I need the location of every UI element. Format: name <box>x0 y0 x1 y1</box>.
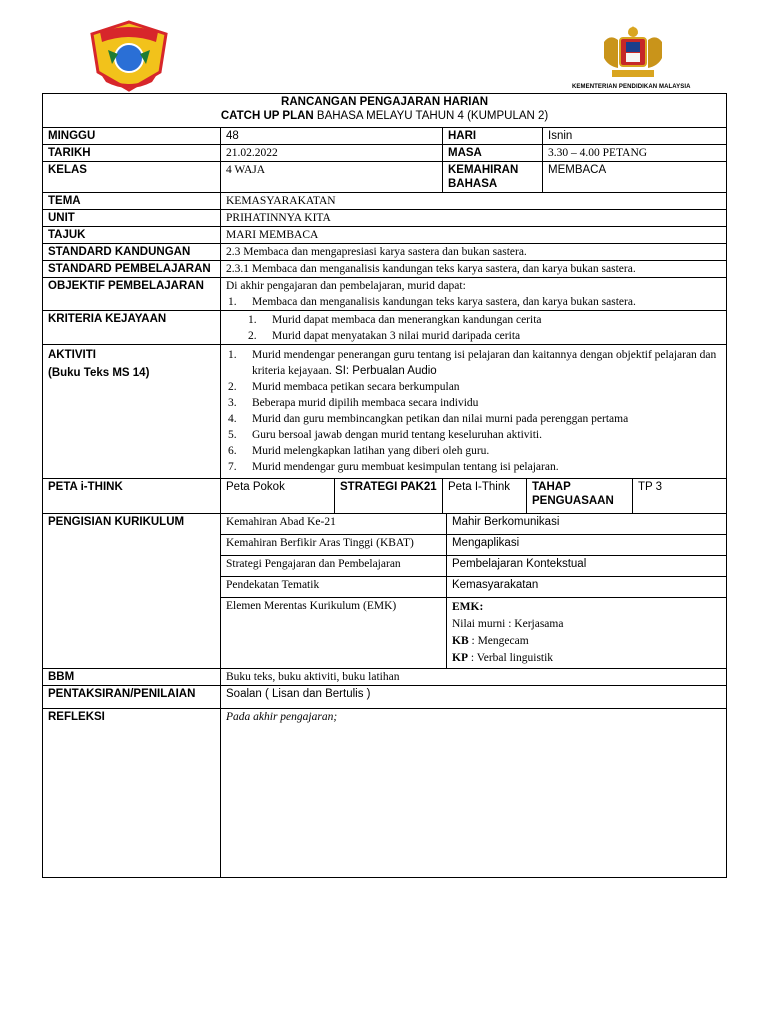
kemahiran-value: MEMBACA <box>543 162 727 193</box>
objektif-list <box>226 295 721 309</box>
row-objektif <box>43 278 727 311</box>
lesson-plan-table <box>42 93 727 878</box>
kemahiran-label: KEMAHIRAN BAHASA <box>443 162 543 193</box>
pengisian-strategi: Strategi Pengajaran dan Pembelajaran <box>221 556 447 577</box>
tema-label: TEMA <box>43 193 221 210</box>
sp-label: STANDARD PEMBELAJARAN <box>43 261 221 278</box>
unit-value: PRIHATINNYA KITA <box>221 210 727 227</box>
list-item: 1. Murid mendengar penerangan guru tentang isi pelajaran dan kaitannya dengan objektif pelajaran dan kriteria kejayaan. SI: Perbualan Audio <box>228 349 717 377</box>
tajuk-label: TAJUK <box>43 227 221 244</box>
list-item: 7. Murid mendengar guru membuat kesimpulan tentang isi pelajaran. <box>228 461 559 473</box>
hari-label: HARI <box>443 128 543 145</box>
sp-value: 2.3.1 Membaca dan menganalisis kandungan teks karya sastera, dan karya bukan sastera. <box>221 261 727 278</box>
tarikh-label: TARIKH <box>43 145 221 162</box>
row-kriteria <box>43 311 727 345</box>
row-unit <box>43 210 727 227</box>
kelas-label: KELAS <box>43 162 221 193</box>
row-tarikh <box>43 145 727 162</box>
sk-label: STANDARD KANDUNGAN <box>43 244 221 261</box>
ithink-label: PETA i-THINK <box>43 479 221 514</box>
list-item: 2. Murid membaca petikan secara berkumpulan <box>228 381 460 393</box>
pengisian-abad21-value: Mahir Berkomunikasi <box>447 514 727 535</box>
pengisian-tematik: Pendekatan Tematik <box>221 577 447 598</box>
pengisian-strategi-value: Pembelajaran Kontekstual <box>447 556 727 577</box>
row-refleksi <box>43 709 727 878</box>
plan-title: RANCANGAN PENGAJARAN HARIAN <box>281 96 489 108</box>
minggu-value: 48 <box>221 128 443 145</box>
ithink-value: Peta Pokok <box>221 479 335 514</box>
refleksi-label: REFLEKSI <box>43 709 221 878</box>
aktiviti-list <box>226 347 721 475</box>
row-ithink <box>43 479 727 514</box>
tahap-value: TP 3 <box>633 479 727 514</box>
row-standard-kandungan <box>43 244 727 261</box>
row-aktiviti <box>43 345 727 479</box>
list-item: 5. Guru bersoal jawab dengan murid tentang keseluruhan aktiviti. <box>228 429 542 441</box>
pentaksiran-label: PENTAKSIRAN/PENILAIAN <box>43 686 221 709</box>
strategi-label: STRATEGI PAK21 <box>335 479 443 514</box>
coat-of-arms-icon <box>598 22 668 82</box>
pengisian-label: PENGISIAN KURIKULUM <box>43 514 221 669</box>
masa-value: 3.30 – 4.00 PETANG <box>543 145 727 162</box>
ministry-name: KEMENTERIAN PENDIDIKAN MALAYSIA <box>572 84 691 90</box>
list-item: 2. Murid dapat menyatakan 3 nilai murid daripada cerita <box>248 330 521 342</box>
list-item: 4. Murid dan guru membincangkan petikan dan nilai murni pada perenggan pertama <box>228 413 629 425</box>
objektif-intro: Di akhir pengajaran dan pembelajaran, murid dapat: <box>226 280 466 292</box>
objektif-label: OBJEKTIF PEMBELAJARAN <box>43 278 221 311</box>
pentaksiran-value: Soalan ( Lisan dan Bertulis ) <box>221 686 727 709</box>
tema-value: KEMASYARAKATAN <box>221 193 727 210</box>
list-item: 1. Murid dapat membaca dan menerangkan kandungan cerita <box>248 314 542 326</box>
pengisian-abad21: Kemahiran Abad Ke-21 <box>221 514 447 535</box>
row-kelas <box>43 162 727 193</box>
row-tema <box>43 193 727 210</box>
tajuk-value: MARI MEMBACA <box>221 227 727 244</box>
row-tajuk <box>43 227 727 244</box>
aktiviti-label: AKTIVITI (Buku Teks MS 14) <box>43 345 221 479</box>
tahap-label: TAHAP PENGUASAAN <box>527 479 633 514</box>
title-row <box>43 94 727 128</box>
emk-cell: EMK: Nilai murni : Kerjasama KB : Mengecam KP : Verbal linguistik <box>447 598 727 669</box>
school-logo <box>88 20 170 92</box>
bbm-value: Buku teks, buku aktiviti, buku latihan <box>221 669 727 686</box>
kriteria-label: KRITERIA KEJAYAAN <box>43 311 221 345</box>
unit-label: UNIT <box>43 210 221 227</box>
row-pengisian-1 <box>43 514 727 535</box>
tarikh-value: 21.02.2022 <box>221 145 443 162</box>
kelas-value: 4 WAJA <box>221 162 443 193</box>
plan-subtitle: CATCH UP PLAN BAHASA MELAYU TAHUN 4 (KUMPULAN 2) <box>220 110 549 122</box>
row-minggu <box>43 128 727 145</box>
list-item: 6. Murid melengkapkan latihan yang diberi oleh guru. <box>228 445 490 457</box>
list-item: 1. Membaca dan menganalisis kandungan teks karya sastera, dan karya bukan sastera. <box>228 296 636 308</box>
list-item: 3. Beberapa murid dipilih membaca secara individu <box>228 397 479 409</box>
pengisian-kbat-value: Mengaplikasi <box>447 535 727 556</box>
hari-value: Isnin <box>543 128 727 145</box>
row-standard-pembelajaran <box>43 261 727 278</box>
pengisian-kbat: Kemahiran Berfikir Aras Tinggi (KBAT) <box>221 535 447 556</box>
kriteria-list <box>226 313 721 343</box>
strategi-value: Peta I-Think <box>443 479 527 514</box>
bbm-label: BBM <box>43 669 221 686</box>
masa-label: MASA <box>443 145 543 162</box>
pengisian-emk: Elemen Merentas Kurikulum (EMK) <box>221 598 447 669</box>
row-bbm <box>43 669 727 686</box>
sk-value: 2.3 Membaca dan mengapresiasi karya sastera dan bukan sastera. <box>221 244 727 261</box>
row-pentaksiran <box>43 686 727 709</box>
minggu-label: MINGGU <box>43 128 221 145</box>
refleksi-value: Pada akhir pengajaran; <box>221 709 727 878</box>
pengisian-tematik-value: Kemasyarakatan <box>447 577 727 598</box>
